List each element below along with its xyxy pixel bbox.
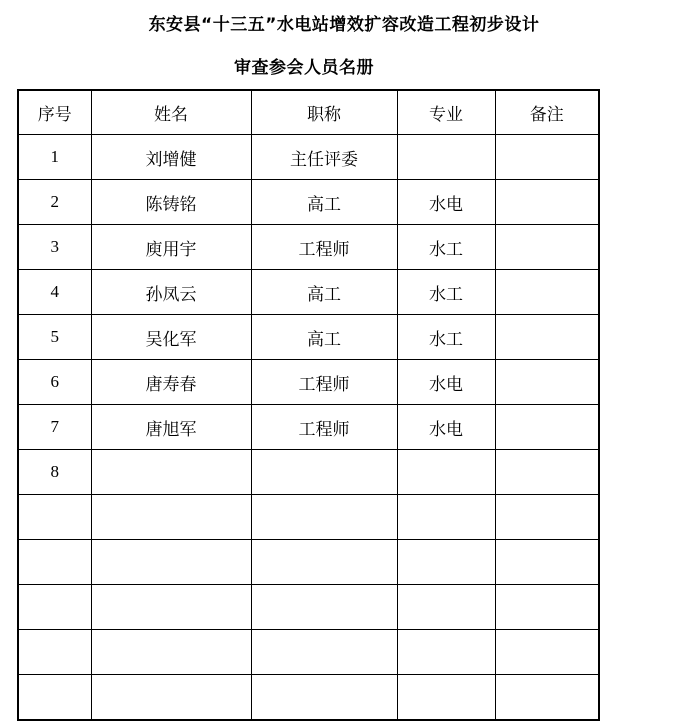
cell-name (91, 630, 251, 675)
cell-job-title: 工程师 (251, 225, 397, 270)
cell-serial-number (18, 585, 91, 630)
cell-job-title (251, 450, 397, 495)
cell-serial-number: 6 (18, 360, 91, 405)
cell-job-title (251, 540, 397, 585)
cell-serial-number: 2 (18, 180, 91, 225)
cell-name: 孙凤云 (91, 270, 251, 315)
table-header-row (18, 90, 599, 135)
cell-remarks (495, 675, 599, 721)
cell-name: 吴化军 (91, 315, 251, 360)
cell-remarks (495, 585, 599, 630)
cell-name: 陈铸铭 (91, 180, 251, 225)
header-specialty: 专业 (397, 90, 495, 135)
cell-remarks (495, 135, 599, 180)
header-job-title: 职称 (251, 90, 397, 135)
table-row (18, 270, 599, 315)
cell-remarks (495, 360, 599, 405)
cell-specialty (397, 585, 495, 630)
cell-specialty: 水工 (397, 315, 495, 360)
cell-specialty (397, 450, 495, 495)
cell-name: 唐寿春 (91, 360, 251, 405)
cell-serial-number: 4 (18, 270, 91, 315)
attendee-table-body (18, 90, 599, 720)
table-row (18, 225, 599, 270)
cell-serial-number: 8 (18, 450, 91, 495)
document-title: 东安县“十三五”水电站增效扩容改造工程初步设计 (148, 15, 540, 35)
cell-job-title: 主任评委 (251, 135, 397, 180)
cell-serial-number (18, 495, 91, 540)
table-row (18, 585, 599, 630)
cell-job-title (251, 495, 397, 540)
cell-specialty (397, 135, 495, 180)
cell-specialty: 水电 (397, 360, 495, 405)
cell-name (91, 450, 251, 495)
cell-job-title (251, 630, 397, 675)
header-serial-number: 序号 (18, 90, 91, 135)
attendee-table (17, 89, 600, 721)
cell-job-title: 工程师 (251, 360, 397, 405)
cell-remarks (495, 495, 599, 540)
cell-specialty (397, 675, 495, 721)
table-row (18, 360, 599, 405)
header-name: 姓名 (91, 90, 251, 135)
table-row (18, 450, 599, 495)
cell-name: 庾用宇 (91, 225, 251, 270)
header-remarks: 备注 (495, 90, 599, 135)
table-row (18, 405, 599, 450)
cell-specialty: 水电 (397, 405, 495, 450)
document-subtitle: 审查参会人员名册 (234, 58, 374, 78)
cell-remarks (495, 405, 599, 450)
cell-remarks (495, 180, 599, 225)
cell-serial-number: 3 (18, 225, 91, 270)
cell-name (91, 495, 251, 540)
cell-job-title: 工程师 (251, 405, 397, 450)
cell-specialty (397, 540, 495, 585)
cell-job-title: 高工 (251, 270, 397, 315)
cell-remarks (495, 315, 599, 360)
cell-specialty (397, 495, 495, 540)
cell-specialty (397, 630, 495, 675)
cell-name: 唐旭军 (91, 405, 251, 450)
cell-specialty: 水工 (397, 270, 495, 315)
cell-name (91, 585, 251, 630)
table-row (18, 180, 599, 225)
cell-remarks (495, 540, 599, 585)
table-row (18, 675, 599, 721)
cell-job-title: 高工 (251, 180, 397, 225)
table-row (18, 540, 599, 585)
table-row (18, 630, 599, 675)
cell-serial-number (18, 540, 91, 585)
cell-job-title: 高工 (251, 315, 397, 360)
table-row (18, 315, 599, 360)
cell-job-title (251, 675, 397, 721)
cell-specialty: 水电 (397, 180, 495, 225)
cell-job-title (251, 585, 397, 630)
cell-name: 刘增健 (91, 135, 251, 180)
cell-remarks (495, 450, 599, 495)
cell-remarks (495, 630, 599, 675)
cell-serial-number: 5 (18, 315, 91, 360)
cell-remarks (495, 270, 599, 315)
cell-serial-number (18, 675, 91, 721)
cell-specialty: 水工 (397, 225, 495, 270)
cell-remarks (495, 225, 599, 270)
cell-name (91, 540, 251, 585)
table-row (18, 135, 599, 180)
cell-serial-number: 7 (18, 405, 91, 450)
cell-name (91, 675, 251, 721)
cell-serial-number: 1 (18, 135, 91, 180)
cell-serial-number (18, 630, 91, 675)
table-row (18, 495, 599, 540)
